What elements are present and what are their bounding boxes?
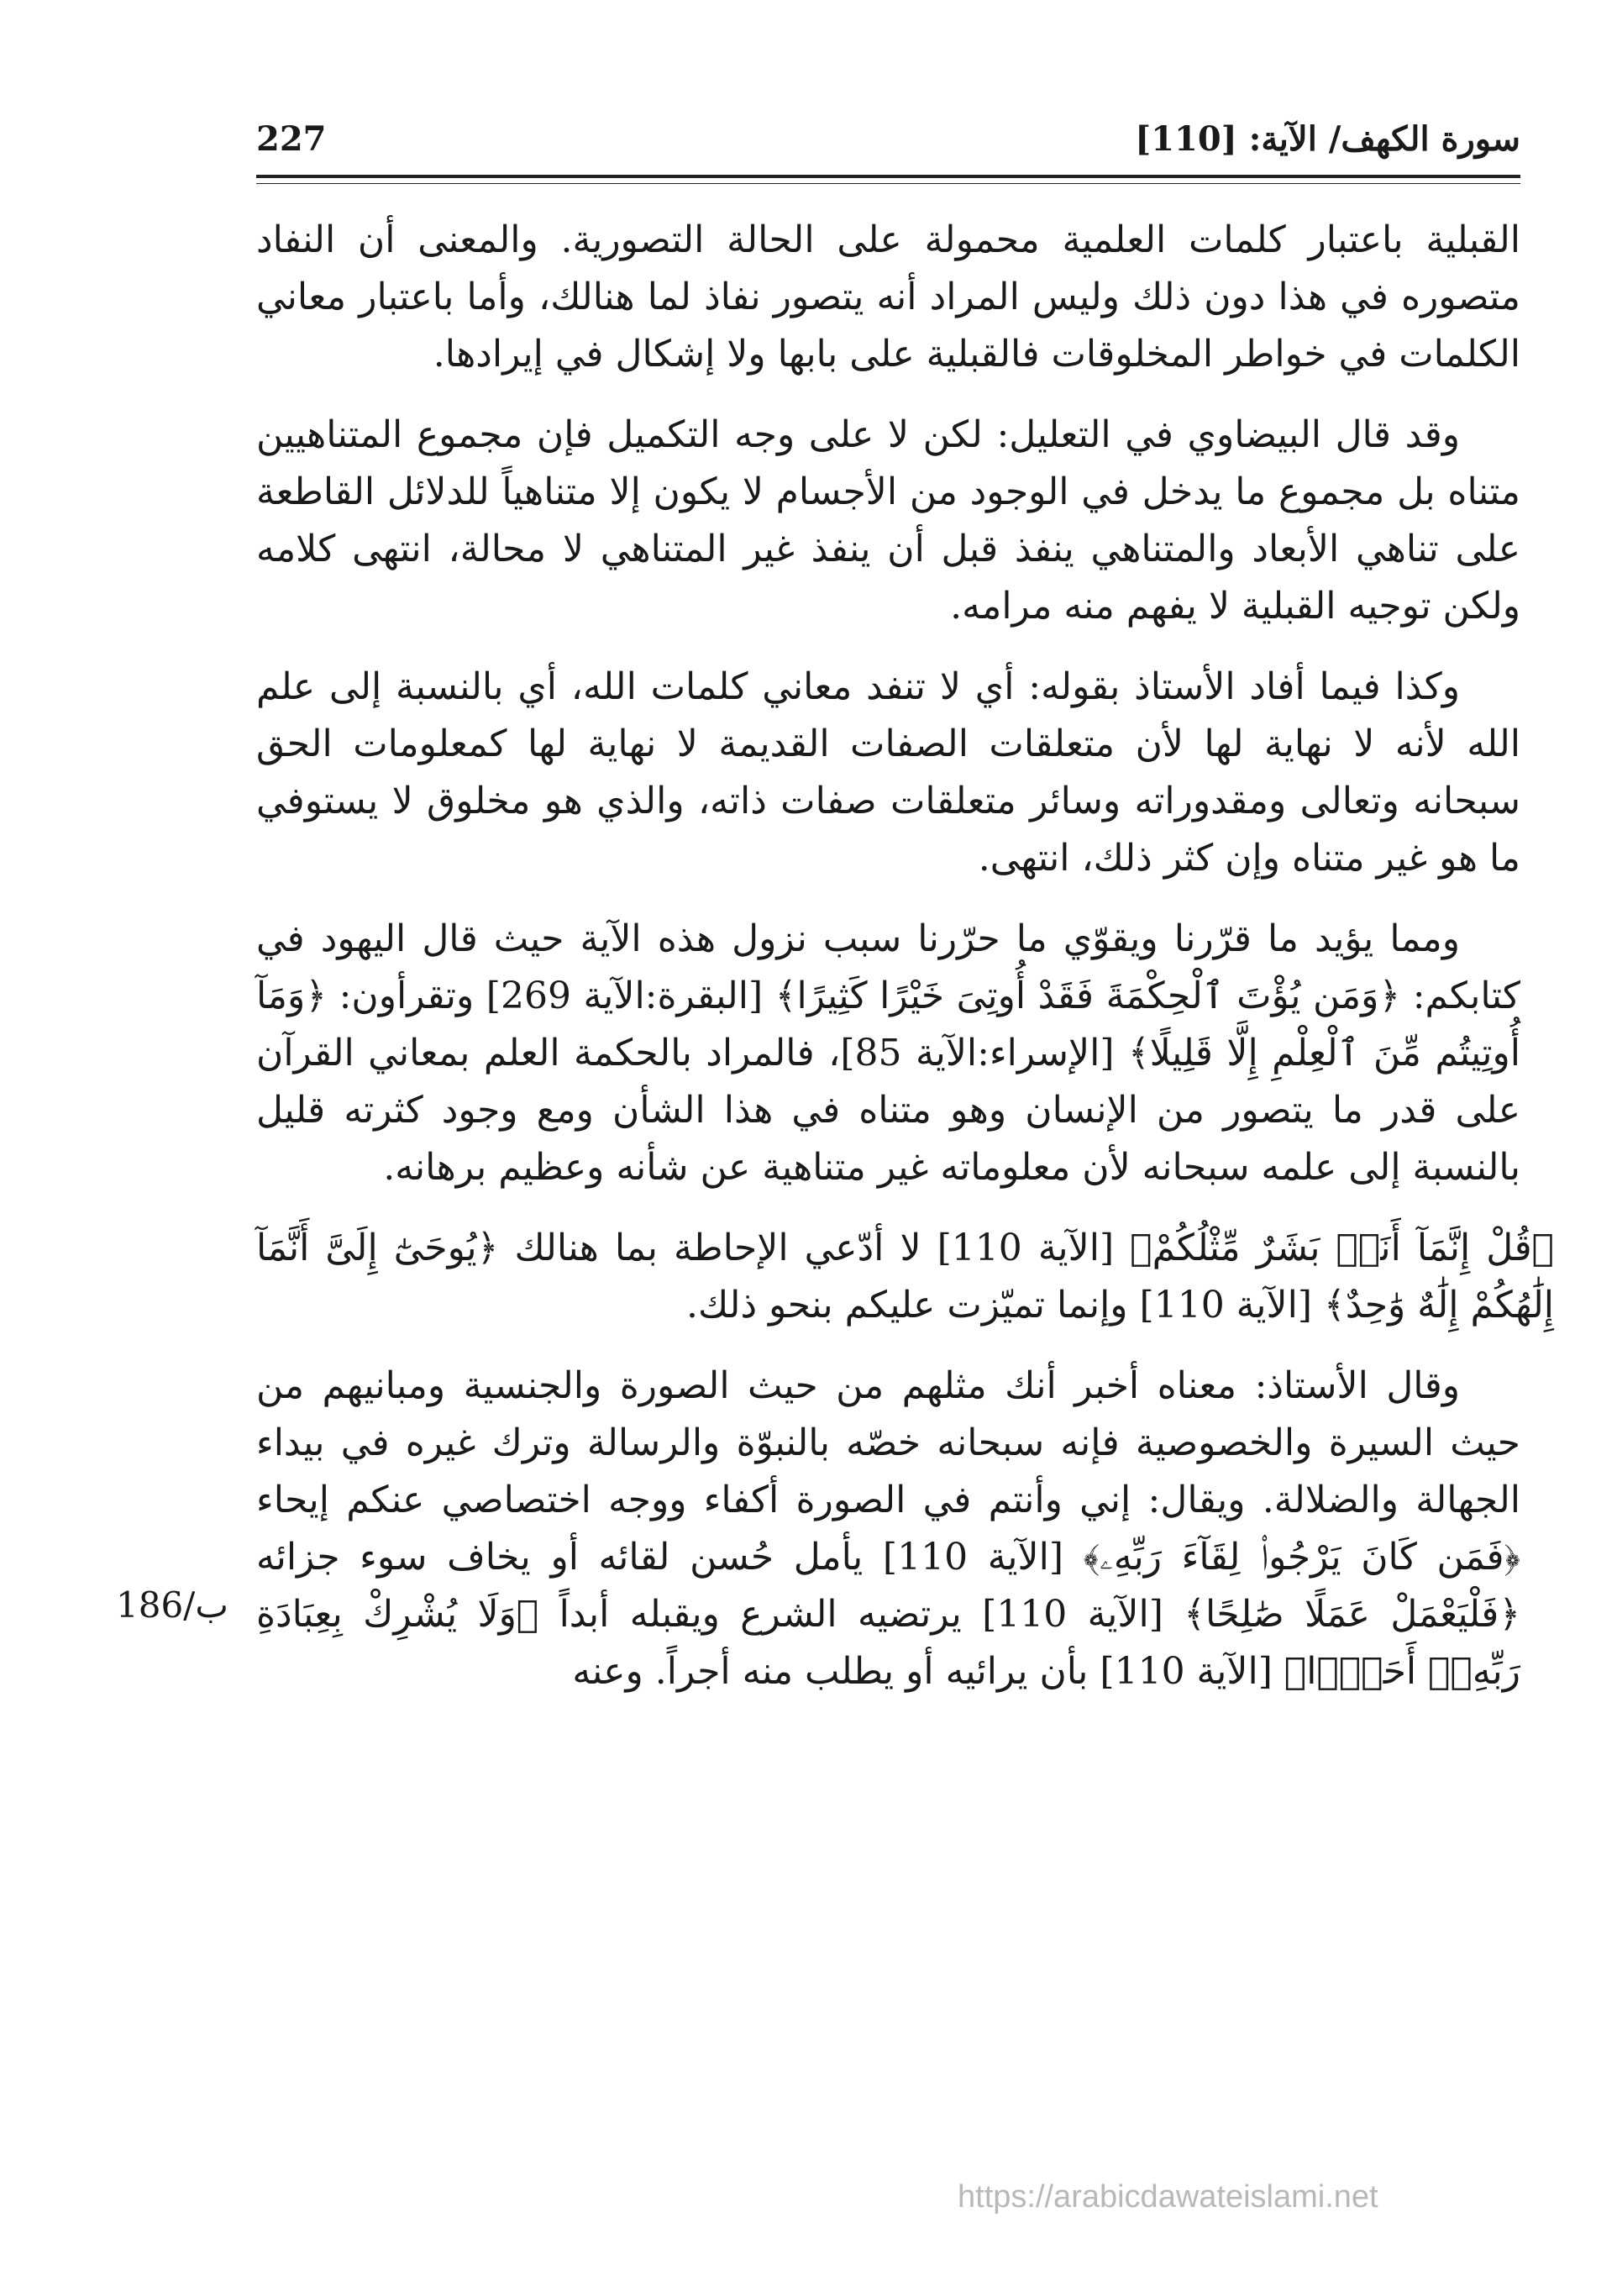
header-rule-thin	[256, 183, 1520, 184]
watermark-url: https://arabicdawateislami.net	[958, 2179, 1378, 2215]
paragraph-3: وكذا فيما أفاد الأستاذ بقوله: أي لا تنفد معاني كلمات الله، أي بالنسبة إلى علم الله لأنه لا نهاية لها لأن متعلقات الصفات القديمة لا نهاية لها كمعلومات الحق سبحانه وتعالى ومقدوراته وسائر متعلقات صفات ذاته، والذي هو مخلوق لا يستوفي ما هو غير متناه وإن كثر ذلك، انتهى.	[256, 665, 1520, 880]
manuscript-folio-note: 186/ب	[116, 1584, 228, 1626]
paragraph-5: ﴿قُلْ إِنَّمَآ أَنَا۠ بَشَرٌ مِّثْلُكُمْ﴾ [الآية 110] لا أدّعي الإحاطة بما هنالك ﴿يُوحَىٰٓ إِلَىَّ أَنَّمَآ إِلَٰهُكُمْ إِلَٰهٌ وَٰحِدٌ﴾ [الآية 110] وإنما تميّزت عليكم بنحو ذلك.	[256, 1227, 1554, 1327]
paragraph-2: وقد قال البيضاوي في التعليل: لكن لا على وجه التكميل فإن مجموع المتناهيين متناه بل مجموع ما يدخل في الوجود من الأجسام لا يكون إلا متناهياً للدلائل القاطعة على تناهي الأبعاد والمتناهي ينفذ قبل أن ينفذ غير المتناهي لا محالة، انتهى كلامه ولكن توجيه القبلية لا يفهم منه مرامه.	[256, 413, 1520, 628]
paragraph-4: ومما يؤيد ما قرّرنا ويقوّي ما حرّرنا سبب نزول هذه الآية حيث قال اليهود في كتابكم: ﴿وَمَن يُؤْتَ ٱلْحِكْمَةَ فَقَدْ أُوتِىَ خَيْرًا كَثِيرًا﴾ [البقرة:الآية 269] وتقرأون: ﴿وَمَآ أُوتِيتُم مِّنَ ٱلْعِلْمِ إِلَّا قَلِيلًا﴾ [الإسراء:الآية 85]، فالمراد بالحكمة العلم بمعاني القرآن على قدر ما يتصور من الإنسان وهو متناه في هذا الشأن ومع وجود كثرته قليل بالنسبة إلى علمه سبحانه لأن معلوماته غير متناهية عن شأنه وعظيم برهانه.	[256, 917, 1521, 1189]
paragraph-6: وقال الأستاذ: معناه أخبر أنك مثلهم من حيث الصورة والجنسية ومبانيهم من حيث السيرة والخصوصية فإنه سبحانه خصّه بالنبوّة والرسالة وترك غيره في بيداء الجهالة والضلالة. ويقال: إني وأنتم في الصورة أكفاء ووجه اختصاصي عنكم إيحاء ﴿فَمَن كَانَ يَرْجُوا۟ لِقَآءَ رَبِّهِۦ﴾ [الآية 110] يأمل حُسن لقائه أو يخاف سوء جزائه ﴿فَلْيَعْمَلْ عَمَلًا صَٰلِحًا﴾ [الآية 110] يرتضيه الشرع ويقبله أبداً ﴿وَلَا يُشْرِكْ بِعِبَادَةِ رَبِّهِۦٓ أَحَدًۢا﴾ [الآية 110] بأن يرائيه أو يطلب منه أجراً. وعنه	[256, 1364, 1521, 1693]
page-header	[256, 119, 1520, 170]
running-title: سورة الكهف/ الآية: [110]	[1135, 119, 1520, 159]
page-number: 227	[256, 119, 327, 159]
paragraph-1: القبلية باعتبار كلمات العلمية محمولة على الحالة التصورية. والمعنى أن النفاد متصوره في هذا دون ذلك وليس المراد أنه يتصور نفاذ لما هنالك، وأما باعتبار معاني الكلمات في خواطر المخلوقات فالقبلية على بابها ولا إشكال في إيرادها.	[256, 218, 1520, 376]
header-rule-thick	[256, 175, 1520, 178]
page-body	[256, 212, 1554, 1724]
